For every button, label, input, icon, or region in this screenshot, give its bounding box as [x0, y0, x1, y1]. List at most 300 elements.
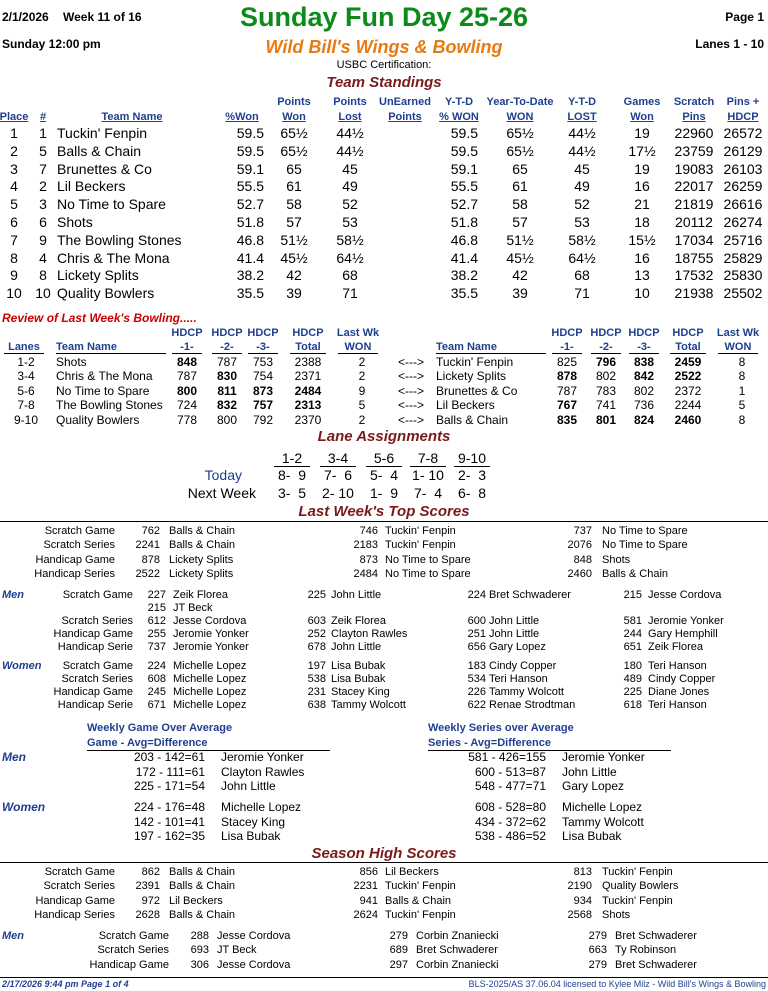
review-header: HDCP [672, 327, 704, 339]
standings-cell: 3 [10, 160, 18, 177]
over-average-value: 548 - 477=71 [474, 779, 546, 794]
score-name: Quality Bowlers [602, 880, 679, 893]
score-value: 245 [147, 686, 166, 698]
game-over-average-title: Weekly Game Over Average [87, 722, 233, 734]
score-name: Jesse Cordova [217, 930, 291, 942]
standings-cell: 46.8 [236, 231, 264, 248]
usbc-certification: USBC Certification: [336, 59, 432, 71]
standings-cell: 2 [10, 142, 18, 159]
rule-line [436, 353, 546, 354]
over-average-name: Clayton Rawles [221, 764, 305, 779]
score-value: 2190 [567, 880, 592, 893]
print-date: 2/1/2026 [2, 10, 49, 24]
women-label: Women [2, 660, 42, 672]
standings-cell: 42 [286, 267, 302, 284]
standings-cell: 58 [512, 196, 528, 213]
standings-cell: 39 [512, 285, 528, 302]
review-score: 832 [216, 398, 238, 413]
standings-header: LOST [567, 111, 597, 123]
review-score: 2371 [294, 369, 322, 384]
next-week-assignment: 7- 4 [413, 485, 442, 501]
review-versus: <---> [397, 383, 424, 398]
review-header: HDCP [247, 327, 279, 339]
review-score: 2459 [674, 355, 702, 369]
score-value: 737 [573, 525, 592, 537]
score-value: 813 [573, 866, 592, 878]
review-lanes: 5-6 [17, 383, 35, 398]
review-score: 824 [633, 412, 655, 427]
score-value: 600 [467, 615, 486, 627]
standings-cell: 23759 [674, 142, 714, 159]
standings-cell: 10 [35, 285, 51, 302]
review-score: 754 [252, 369, 274, 384]
score-name: Stacey King [331, 686, 390, 698]
review-score: 825 [556, 355, 578, 369]
score-value: 934 [573, 894, 592, 907]
standings-cell: 49 [342, 178, 358, 195]
score-value: 225 [307, 589, 326, 601]
standings-cell: 35.5 [450, 285, 478, 302]
score-value: 297 [389, 958, 408, 971]
score-value: 288 [190, 930, 209, 942]
footer-license: BLS-2025/AS 37.06.04 licensed to Kylee Milz - Wild Bill's Wings & Bowling [468, 979, 766, 989]
standings-cell: 41.4 [450, 249, 478, 266]
score-value: 2183 [353, 539, 378, 552]
score-value: 489 [623, 673, 642, 685]
score-value: 608 [147, 673, 166, 685]
score-value: 534 [467, 673, 486, 685]
review-score: 2460 [674, 412, 702, 427]
score-value: 225 [623, 686, 642, 698]
standings-cell: 18755 [674, 249, 714, 266]
standings-cell: 2 [39, 178, 47, 195]
standings-header: % WON [439, 111, 479, 123]
score-name: Michelle Lopez [173, 660, 247, 672]
standings-header: WON [506, 111, 534, 123]
score-name: Lil Beckers [169, 894, 223, 907]
review-header: HDCP [292, 327, 324, 339]
standings-header: Team Name [101, 111, 163, 123]
review-score: 2370 [294, 412, 322, 427]
standings-cell: Lickety Splits [57, 267, 139, 284]
standings-cell: 65 [286, 160, 302, 177]
page-number: Page 1 [725, 10, 764, 24]
review-score: 800 [176, 383, 198, 398]
review-team: Quality Bowlers [56, 412, 140, 427]
review-header: HDCP [590, 327, 622, 339]
review-score: 724 [176, 398, 198, 413]
today-label: Today [204, 467, 242, 483]
standings-cell: 17½ [628, 142, 656, 159]
score-name: Tuckin' Fenpin [385, 909, 456, 922]
standings-cell: 71 [574, 285, 590, 302]
review-team: Tuckin' Fenpin [436, 355, 514, 369]
standings-cell: 26259 [723, 178, 763, 195]
standings-header: Year-To-Date [486, 96, 554, 108]
over-average-value: 538 - 486=52 [474, 829, 546, 844]
standings-cell: 55.5 [236, 178, 264, 195]
standings-cell: 65 [512, 160, 528, 177]
score-value: 255 [147, 628, 166, 640]
score-value: 972 [141, 894, 160, 907]
review-header: HDCP [171, 327, 203, 339]
standings-cell: 59.1 [236, 160, 264, 177]
score-category: Scratch Game [62, 589, 133, 601]
score-name: Cindy Copper [489, 660, 557, 672]
standings-cell: 44½ [568, 125, 596, 141]
score-value: 2241 [135, 539, 160, 552]
standings-cell: 59.5 [450, 142, 478, 159]
review-won: 2 [358, 412, 366, 427]
standings-cell: 41.4 [236, 249, 264, 266]
score-value: 656 [467, 641, 486, 653]
over-average-name: Michelle Lopez [221, 800, 302, 814]
review-versus: <---> [397, 398, 424, 413]
standings-cell: 7 [39, 160, 47, 177]
review-team: Balls & Chain [436, 412, 509, 427]
standings-cell: 10 [634, 285, 650, 302]
standings-cell: 3 [39, 196, 47, 213]
standings-header: Pins + [726, 96, 760, 108]
over-average-value: 172 - 111=61 [135, 764, 205, 779]
review-score: 2372 [674, 383, 702, 398]
review-score: 802 [595, 369, 617, 384]
rule-line [552, 353, 582, 354]
standings-cell: 19 [634, 125, 650, 141]
score-name: John Little [331, 589, 382, 601]
standings-cell: 44½ [336, 142, 364, 159]
review-score: 811 [217, 383, 237, 398]
rule-line [172, 353, 202, 354]
review-won: 8 [738, 369, 746, 384]
review-lanes: 1-2 [17, 355, 35, 369]
review-versus: <---> [397, 355, 424, 369]
score-name: JT Beck [217, 944, 257, 957]
section-title-top-scores: Last Week's Top Scores [298, 503, 470, 520]
score-name: Gary Lopez [489, 641, 546, 653]
over-average-value: 600 - 513=87 [474, 764, 546, 779]
score-name: Michelle Lopez [173, 686, 247, 698]
score-value: 2076 [567, 539, 592, 552]
standings-cell: Balls & Chain [57, 142, 142, 159]
review-score: 838 [633, 355, 655, 369]
standings-cell: 19 [634, 160, 650, 177]
standings-header: Scratch [673, 96, 715, 108]
score-value: 622 [467, 699, 486, 711]
standings-cell: 52.7 [450, 196, 478, 213]
over-average-name: Gary Lopez [562, 779, 625, 794]
score-name: No Time to Spare [385, 568, 471, 581]
standings-cell: The Bowling Stones [57, 231, 182, 248]
review-score: 741 [595, 398, 617, 413]
standings-cell: 51.8 [236, 214, 264, 230]
standings-header: Lost [338, 111, 362, 123]
score-value: 2624 [353, 909, 378, 922]
lane-pair-header: 7-8 [417, 450, 439, 466]
score-value: 878 [141, 553, 160, 566]
score-value: 279 [588, 930, 607, 942]
score-category: Handicap Game [35, 553, 115, 566]
standings-cell: 45½ [506, 249, 534, 266]
standings-cell: 9 [39, 231, 47, 248]
standings-cell: 21938 [674, 285, 714, 302]
men-label: Men [2, 589, 24, 601]
next-week-label: Next Week [187, 485, 256, 501]
score-name: Corbin Znaniecki [416, 930, 499, 942]
standings-cell: 65½ [506, 125, 534, 141]
review-score: 787 [556, 383, 578, 398]
review-header: Team Name [436, 341, 497, 353]
review-score: 830 [216, 369, 238, 384]
standings-cell: 26103 [723, 160, 763, 177]
review-score: 767 [556, 398, 578, 413]
standings-cell: 68 [342, 267, 358, 284]
score-category: Handicap Game [53, 628, 133, 640]
score-value: 693 [190, 944, 209, 957]
standings-cell: 59.5 [450, 125, 478, 141]
standings-cell: 45 [342, 160, 358, 177]
score-value: 678 [307, 641, 326, 653]
next-week-assignment: 1- 9 [369, 485, 398, 501]
over-average-value: 203 - 142=61 [133, 750, 205, 764]
score-name: Zeik Florea [648, 641, 704, 653]
standings-cell: 71 [342, 285, 358, 302]
rule-line [212, 353, 242, 354]
score-name: Lil Beckers [385, 866, 439, 878]
over-average-name: Tammy Wolcott [562, 814, 644, 829]
review-header: WON [344, 341, 372, 353]
standings-cell: 5 [10, 196, 18, 213]
standings-cell: 5 [39, 142, 47, 159]
score-category: Handicap Game [53, 686, 133, 698]
score-value: 671 [147, 699, 166, 711]
standings-cell: 45 [574, 160, 590, 177]
standings-cell: 35.5 [236, 285, 264, 302]
standings-header: Y-T-D [567, 96, 597, 108]
score-value: 746 [359, 525, 378, 537]
review-header: -1- [180, 341, 194, 353]
standings-cell: 25830 [723, 267, 763, 284]
league-title: Sunday Fun Day 25-26 [239, 2, 529, 32]
standings-header: # [39, 111, 47, 123]
lanes-range: Lanes 1 - 10 [695, 37, 764, 51]
standings-cell: 53 [342, 214, 358, 230]
score-name: Jesse Cordova [217, 958, 291, 971]
score-name: John Little [489, 615, 540, 627]
score-value: 244 [623, 628, 642, 640]
standings-header: UnEarned [379, 96, 431, 108]
review-won: 8 [738, 355, 746, 369]
review-score: 2484 [294, 383, 322, 398]
score-name: Tuckin' Fenpin [602, 894, 673, 907]
score-value: 180 [623, 660, 642, 672]
lane-pair-header: 1-2 [281, 450, 303, 466]
today-assignment: 1- 10 [412, 467, 444, 483]
standings-cell: 65½ [280, 142, 308, 159]
score-name: Cindy Copper [648, 673, 716, 685]
next-week-assignment: 3- 5 [277, 485, 306, 501]
review-versus: <---> [397, 412, 424, 427]
review-score: 842 [633, 369, 655, 384]
over-average-value: 434 - 372=62 [474, 814, 546, 829]
score-value: 689 [389, 944, 408, 957]
score-category: Scratch Game [44, 525, 115, 537]
standings-cell: 26572 [723, 125, 763, 141]
score-name: Tuckin' Fenpin [602, 866, 673, 878]
footer-print-info: 2/17/2026 9:44 pm Page 1 of 4 [2, 979, 129, 989]
review-score: 878 [556, 369, 578, 384]
today-assignment: 2- 3 [457, 467, 486, 483]
rule-line [591, 353, 621, 354]
today-assignment: 7- 6 [323, 467, 352, 483]
over-average-name: Jeromie Yonker [562, 750, 645, 764]
score-name: Jeromie Yonker [648, 615, 724, 627]
score-value: 252 [307, 628, 326, 640]
review-score: 787 [216, 355, 238, 369]
standings-cell: 38.2 [450, 267, 478, 284]
review-header: WON [724, 341, 752, 353]
score-value: 231 [307, 686, 326, 698]
rule-line [718, 353, 758, 354]
review-score: 792 [252, 412, 274, 427]
standings-cell: 46.8 [450, 231, 478, 248]
review-score: 2388 [294, 355, 322, 369]
review-score: 2522 [674, 369, 702, 384]
score-value: 2522 [135, 568, 160, 581]
score-value: 762 [141, 525, 160, 537]
score-name: Teri Hanson [648, 699, 707, 711]
standings-cell: 59.1 [450, 160, 478, 177]
score-category: Scratch Game [98, 930, 169, 942]
over-average-name: Stacey King [221, 814, 286, 829]
score-value: 941 [359, 894, 378, 907]
score-name: Jesse Cordova [648, 589, 722, 601]
score-value: 251 [467, 628, 486, 640]
standings-cell: 59.5 [236, 142, 264, 159]
score-category: Scratch Series [61, 615, 133, 627]
score-name: Bret Schwaderer [489, 589, 571, 601]
score-name: John Little [331, 641, 382, 653]
standings-cell: 15½ [628, 231, 656, 248]
standings-cell: 58½ [336, 231, 364, 248]
review-header: HDCP [628, 327, 660, 339]
score-name: Ty Robinson [615, 944, 677, 957]
standings-cell: 59.5 [236, 125, 264, 141]
score-name: Balls & Chain [385, 894, 452, 907]
score-value: 737 [147, 641, 166, 653]
score-name: Bret Schwaderer [615, 930, 697, 942]
standings-cell: 6 [10, 214, 18, 230]
score-value: 279 [588, 958, 607, 971]
review-team: The Bowling Stones [56, 398, 163, 413]
over-average-name: Jeromie Yonker [221, 750, 304, 764]
standings-cell: 61 [286, 178, 302, 195]
week-label: Week 11 of 16 [63, 10, 142, 24]
score-name: Jeromie Yonker [173, 641, 249, 653]
rule-line [629, 353, 659, 354]
review-header: Lanes [8, 341, 40, 353]
score-name: Michelle Lopez [173, 673, 247, 685]
review-score: 787 [176, 369, 198, 384]
standings-cell: 1 [10, 125, 18, 141]
standings-header: Place [0, 111, 29, 123]
score-name: Diane Jones [648, 686, 710, 698]
score-value: 306 [190, 958, 209, 971]
standings-cell: 39 [286, 285, 302, 302]
score-name: Tuckin' Fenpin [385, 880, 456, 893]
score-value: 848 [573, 553, 592, 566]
standings-cell: 52 [574, 196, 590, 213]
standings-cell: 51½ [280, 231, 308, 248]
standings-header: %Won [225, 111, 259, 123]
review-team: Shots [56, 355, 87, 369]
standings-cell: 7 [10, 231, 18, 248]
score-name: Teri Hanson [489, 673, 548, 685]
standings-cell: No Time to Spare [57, 196, 166, 213]
review-score: 2313 [294, 398, 322, 413]
standings-header: Games [623, 96, 661, 108]
standings-cell: 21819 [674, 196, 714, 213]
review-team: Lil Beckers [436, 398, 495, 413]
standings-cell: 55.5 [450, 178, 478, 195]
standings-cell: 8 [39, 267, 47, 284]
review-header: -1- [560, 341, 574, 353]
standings-cell: 16 [634, 249, 650, 266]
score-name: Tammy Wolcott [331, 699, 406, 711]
score-value: 612 [147, 615, 166, 627]
rule-line [290, 353, 326, 354]
standings-cell: Quality Bowlers [57, 285, 155, 302]
review-lanes: 3-4 [17, 369, 35, 384]
review-team: Chris & The Mona [56, 369, 153, 384]
review-score: 783 [595, 383, 617, 398]
standings-cell: 16 [634, 178, 650, 195]
score-value: 663 [588, 944, 607, 957]
score-value: 862 [141, 866, 160, 878]
score-category: Scratch Game [44, 866, 115, 878]
over-average-name: Lisa Bubak [221, 829, 281, 844]
score-name: Balls & Chain [169, 525, 236, 537]
score-value: 224 [467, 589, 486, 601]
series-over-average-title: Weekly Series over Average [428, 722, 574, 734]
review-won: 2 [358, 369, 366, 384]
lane-pair-header: 3-4 [327, 450, 349, 466]
score-name: Renae Strodtman [489, 699, 576, 711]
over-average-name: Lisa Bubak [562, 829, 622, 844]
score-name: Lisa Bubak [331, 660, 386, 672]
standings-cell: 64½ [568, 249, 596, 266]
standings-cell: Tuckin' Fenpin [57, 125, 148, 141]
standings-cell: 4 [10, 178, 18, 195]
review-lanes: 7-8 [17, 398, 35, 413]
score-name: Jeromie Yonker [173, 628, 249, 640]
standings-cell: 4 [39, 249, 47, 266]
score-name: No Time to Spare [602, 525, 688, 537]
score-category: Scratch Game [62, 660, 133, 672]
standings-cell: 17034 [674, 231, 714, 248]
rule-line [4, 353, 44, 354]
standings-cell: 9 [10, 267, 18, 284]
review-header: -2- [220, 341, 234, 353]
lane-pair-header: 5-6 [373, 450, 395, 466]
game-over-average-subtitle: Game - Avg=Difference [87, 737, 208, 749]
standings-cell: 17532 [674, 267, 714, 284]
score-value: 873 [359, 553, 378, 566]
bowling-center: Wild Bill's Wings & Bowling [265, 37, 503, 57]
review-header: Total [675, 341, 701, 353]
standings-cell: 20112 [675, 214, 713, 230]
score-category: Scratch Series [43, 539, 115, 552]
